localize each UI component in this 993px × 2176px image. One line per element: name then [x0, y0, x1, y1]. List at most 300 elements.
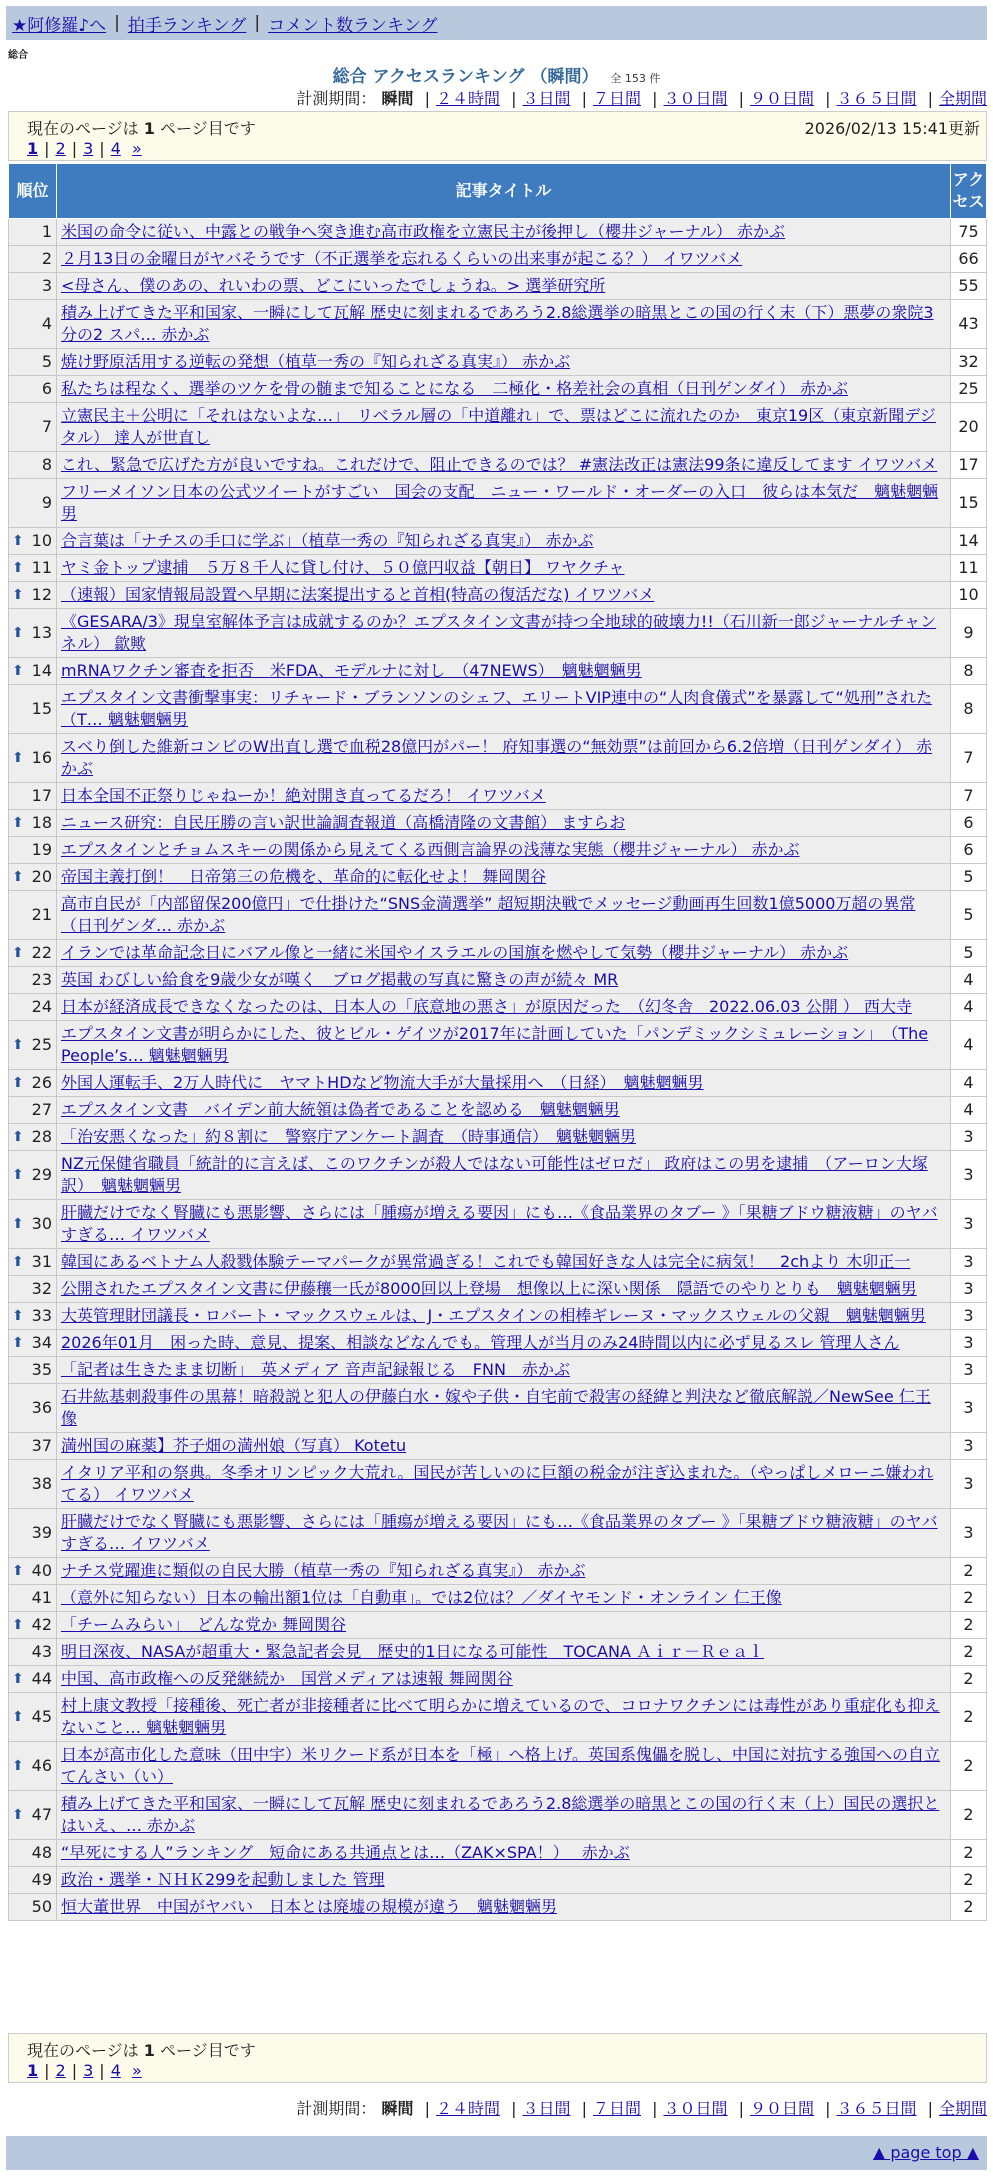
- table-row: [9, 994, 987, 1021]
- rank-number: 45: [31, 1707, 52, 1726]
- table-row: [9, 1693, 987, 1742]
- rank-number: 44: [31, 1669, 52, 1688]
- table-row: [9, 582, 987, 609]
- rank-number: 19: [31, 840, 52, 859]
- rank-cell: [9, 1509, 57, 1558]
- current-page-text: 現在のページは 1 ページ目です: [27, 2041, 256, 2060]
- table-row: [9, 891, 987, 940]
- rank-cell: [9, 1357, 57, 1384]
- nav-separator: |: [254, 13, 261, 33]
- title-cell: [57, 1124, 951, 1151]
- title-cell: [57, 1200, 951, 1249]
- article-link[interactable]: 合言葉は「ナチスの手口に学ぶ」（植草一秀の『知られざる真実』） 赤かぶ: [61, 531, 594, 550]
- access-count: 3: [951, 1249, 987, 1276]
- article-link[interactable]: 村上康文教授「接種後、死亡者が非接種者に比べて明らかに増えているので、コロナワクチンには毒性があり重症化も抑えないこと… 魑魅魍魎男: [61, 1696, 940, 1737]
- page-next-link[interactable]: »: [131, 2061, 142, 2080]
- access-count: 2: [951, 1558, 987, 1585]
- access-count: 2: [951, 1791, 987, 1840]
- rank-number: 35: [31, 1360, 52, 1379]
- rank-number: 38: [31, 1474, 52, 1493]
- rank-cell: [9, 1384, 57, 1433]
- table-row: [9, 685, 987, 734]
- access-count: 3: [951, 1384, 987, 1433]
- access-count: 3: [951, 1151, 987, 1200]
- rank-up-arrow-icon: ⬆: [12, 1807, 24, 1823]
- article-link[interactable]: （速報）国家情報局設置へ早期に法案提出すると首相(特高の復活だな) イワツバメ: [61, 585, 655, 604]
- rank-cell: [9, 1558, 57, 1585]
- page-link-1[interactable]: 1: [27, 2061, 39, 2080]
- access-count: 3: [951, 1433, 987, 1460]
- current-page-text: 現在のページは 1 ページ目です: [27, 119, 256, 138]
- rank-cell: [9, 1666, 57, 1693]
- rank-cell: [9, 864, 57, 891]
- article-link[interactable]: 立憲民主＋公明に「それはないよな…」 リベラル層の「中道離れ」で、票はどこに流れたのか 東京19区（東京新聞デジタル） 達人が世直し: [61, 406, 936, 447]
- article-link[interactable]: エプスタイン文書が明らかにした、彼とビル・ゲイツが2017年に計画していた「パンデミックシミュレーション」 （The People’s… 魑魅魍魎男: [61, 1024, 929, 1065]
- rank-up-arrow-icon: ⬆: [12, 1254, 24, 1270]
- access-count: 32: [951, 349, 987, 376]
- page-link-4[interactable]: 4: [110, 139, 121, 158]
- rank-cell: [9, 1894, 57, 1921]
- rank-cell: [9, 1840, 57, 1867]
- rank-cell: [9, 1433, 57, 1460]
- article-link[interactable]: 「チームみらい」 どんな党か 舞岡関谷: [61, 1615, 347, 1634]
- title-cell: [57, 349, 951, 376]
- period-link-365d[interactable]: ３６５日間: [836, 2099, 917, 2118]
- rank-number: 13: [31, 623, 52, 642]
- period-link-24h[interactable]: ２４時間: [435, 2099, 500, 2118]
- home-link[interactable]: ★阿修羅♪へ: [12, 15, 107, 36]
- title-cell: [57, 1791, 951, 1840]
- table-row: [9, 1021, 987, 1070]
- rank-number: 1: [41, 222, 52, 241]
- article-link[interactable]: 米国の命令に従い、中露との戦争へ突き進む高市政権を立憲民主が後押し（櫻井ジャーナル） 赤かぶ: [61, 222, 785, 241]
- title-cell: [57, 609, 951, 658]
- rank-cell: [9, 967, 57, 994]
- table-row: [9, 1249, 987, 1276]
- table-row: [9, 658, 987, 685]
- rank-cell: [9, 528, 57, 555]
- page-top-link[interactable]: ▲ page top ▲: [872, 2143, 979, 2162]
- access-count: 3: [951, 1357, 987, 1384]
- rank-cell: [9, 246, 57, 273]
- rank-cell: [9, 1612, 57, 1639]
- table-row: [9, 864, 987, 891]
- rank-cell: [9, 891, 57, 940]
- comment-ranking-link[interactable]: コメント数ランキング: [268, 15, 438, 36]
- access-count: 3: [951, 1509, 987, 1558]
- nav-separator: |: [114, 13, 120, 33]
- article-link[interactable]: 「記者は生きたまま切断」 英メディア 音声記録報じる FNN 赤かぶ: [61, 1360, 570, 1379]
- title-cell: [57, 1433, 951, 1460]
- table-row: [9, 734, 987, 783]
- rank-number: 39: [31, 1523, 52, 1542]
- rank-number: 10: [31, 531, 52, 550]
- title-cell: [57, 810, 951, 837]
- period-link-365d[interactable]: ３６５日間: [836, 89, 917, 108]
- access-count: 11: [951, 555, 987, 582]
- title-cell: [57, 1742, 951, 1791]
- title-cell: [57, 940, 951, 967]
- title-cell: [57, 1585, 951, 1612]
- access-count: 3: [951, 1303, 987, 1330]
- table-row: [9, 300, 987, 349]
- rank-cell: [9, 810, 57, 837]
- article-link[interactable]: 《GESARA/3》現皇室解体予言は成就するのか？エプスタイン文書が持つ全地球的破壊力!!（石川新一郎ジャーナルチャンネル） 歙歟: [61, 612, 937, 653]
- article-link[interactable]: 大英管理財団議長・ロバート・マックスウェルは、J・エプスタインの相棒ギレーヌ・マックスウェルの父親 魑魅魍魎男: [61, 1306, 926, 1325]
- access-count: 25: [951, 376, 987, 403]
- article-link[interactable]: 石井紘基刺殺事件の黒幕！暗殺説と犯人の伊藤白水・嫁や子供・自宅前で殺害の経緯と判決など徹底解説／NewSee 仁王像: [61, 1387, 931, 1428]
- rank-cell: [9, 479, 57, 528]
- title-cell: [57, 1276, 951, 1303]
- access-count: 14: [951, 528, 987, 555]
- rank-up-arrow-icon: ⬆: [12, 533, 24, 549]
- rank-cell: [9, 1639, 57, 1666]
- rank-number: 20: [31, 867, 52, 886]
- title-cell: [57, 300, 951, 349]
- table-row: [9, 479, 987, 528]
- table-row: [9, 1867, 987, 1894]
- title-cell: [57, 403, 951, 452]
- rank-number: 26: [31, 1073, 52, 1092]
- rank-number: 25: [31, 1035, 52, 1054]
- table-row: [9, 1585, 987, 1612]
- access-count: 55: [951, 273, 987, 300]
- rank-up-arrow-icon: ⬆: [12, 1758, 24, 1774]
- pager-top: [8, 111, 987, 161]
- rank-cell: [9, 609, 57, 658]
- title-cell: [57, 1894, 951, 1921]
- article-link[interactable]: 英国 わびしい給食を9歳少女が嘆く ブログ掲載の写真に驚きの声が続々 MR: [61, 970, 619, 989]
- article-link[interactable]: 肝臓だけでなく腎臓にも悪影響、さらには「腫瘍が増える要因」にも…《食品業界のタブー 》「果糖ブドウ糖液糖」のヤバすぎる… イワツバメ: [61, 1203, 938, 1244]
- rank-up-arrow-icon: ⬆: [12, 1167, 24, 1183]
- table-row: [9, 1742, 987, 1791]
- page-link-2[interactable]: 2: [55, 2061, 66, 2080]
- article-link[interactable]: ナチス党躍進に類似の自民大勝（植草一秀の『知られざる真実』） 赤かぶ: [61, 1561, 586, 1580]
- bottom-bar: [6, 2136, 987, 2170]
- title-cell: [57, 273, 951, 300]
- rank-number: 21: [31, 905, 52, 924]
- article-link[interactable]: 日本全国不正祭りじゃねーか！絶対開き直ってるだろ！ イワツバメ: [61, 786, 546, 805]
- article-link[interactable]: 恒大董世界 中国がヤバい 日本とは廃墟の規模が違う 魑魅魍魎男: [61, 1897, 558, 1916]
- rank-number: 3: [41, 276, 52, 295]
- rank-number: 2: [41, 249, 52, 268]
- title-cell: [57, 555, 951, 582]
- ranking-body: [9, 219, 987, 1921]
- page-link-2[interactable]: 2: [55, 139, 66, 158]
- table-row: [9, 1151, 987, 1200]
- period-current: 瞬間: [381, 89, 414, 108]
- rank-number: 42: [31, 1615, 52, 1634]
- title-cell: [57, 864, 951, 891]
- period-link-3d[interactable]: ３日間: [522, 89, 571, 108]
- access-count: 75: [951, 219, 987, 246]
- title-cell: [57, 1357, 951, 1384]
- title-cell: [57, 1384, 951, 1433]
- article-link[interactable]: 満州国の麻薬】芥子畑の満州娘（写真） Kotetu: [61, 1436, 407, 1455]
- table-row: [9, 1303, 987, 1330]
- rank-up-arrow-icon: ⬆: [12, 1129, 24, 1145]
- rank-cell: [9, 1097, 57, 1124]
- period-link-24h[interactable]: ２４時間: [435, 89, 500, 108]
- table-row: [9, 1460, 987, 1509]
- rank-up-arrow-icon: ⬆: [12, 1709, 24, 1725]
- rank-number: 11: [31, 558, 52, 577]
- rank-cell: [9, 1867, 57, 1894]
- article-link[interactable]: 帝国主義打倒！ 日帝第三の危機を、革命的に転化せよ！ 舞岡関谷: [61, 867, 547, 886]
- table-row: [9, 349, 987, 376]
- period-link-30d[interactable]: ３０日間: [663, 89, 728, 108]
- article-link[interactable]: スベり倒した維新コンビのW出直し選で血税28億円がパー！ 府知事選の“無効票”は前回から6.2倍増（日刊ゲンダイ） 赤かぶ: [61, 737, 933, 778]
- table-row: [9, 1791, 987, 1840]
- rank-up-arrow-icon: ⬆: [12, 945, 24, 961]
- rank-cell: [9, 685, 57, 734]
- period-link-30d[interactable]: ３０日間: [663, 2099, 728, 2118]
- article-link[interactable]: 韓国にあるベトナム人殺戮体験テーマパークが異常過ぎる！これでも韓国好きな人は完全に病気！ 2chより 木卯正一: [61, 1252, 911, 1271]
- article-link[interactable]: 「治安悪くなった」約８割に 警察庁アンケート調査 （時事通信） 魑魅魍魎男: [61, 1127, 637, 1146]
- article-link[interactable]: イタリア平和の祭典。冬季オリンピック大荒れ。国民が苦しいのに巨額の税金が注ぎ込まれた。（やっぱしメローニ嫌われてる） イワツバメ: [61, 1463, 934, 1504]
- rank-number: 27: [31, 1100, 52, 1119]
- page-link-1[interactable]: 1: [27, 139, 39, 158]
- access-count: 5: [951, 940, 987, 967]
- title-cell: [57, 967, 951, 994]
- access-count: 2: [951, 1742, 987, 1791]
- table-row: [9, 403, 987, 452]
- header-rank: 順位: [9, 164, 57, 219]
- rank-number: 8: [41, 455, 52, 474]
- rank-number: 48: [31, 1843, 52, 1862]
- table-header-row: [9, 164, 987, 219]
- rank-number: 6: [41, 379, 52, 398]
- rank-cell: [9, 300, 57, 349]
- article-link[interactable]: 明日深夜、NASAが超重大・緊急記者会見 歴史的1日になる可能性 TOCANA Ａｉｒ－Ｒｅａｌ: [61, 1642, 764, 1661]
- article-link[interactable]: ２月13日の金曜日がヤバそうです（不正選挙を忘れるくらいの出来事が起こる？） イワツバメ: [61, 249, 743, 268]
- rank-cell: [9, 555, 57, 582]
- article-link[interactable]: 政治・選挙・ＮＨＫ299を起動しました 管理: [61, 1870, 385, 1889]
- period-current: 瞬間: [381, 2099, 414, 2118]
- table-row: [9, 1509, 987, 1558]
- rank-cell: [9, 1021, 57, 1070]
- rank-number: 15: [31, 699, 52, 718]
- article-link[interactable]: 肝臓だけでなく腎臓にも悪影響、さらには「腫瘍が増える要因」にも…《食品業界のタブー 》「果糖ブドウ糖液糖」のヤバすぎる… イワツバメ: [61, 1512, 938, 1553]
- table-row: [9, 528, 987, 555]
- article-link[interactable]: フリーメイソン日本の公式ツイートがすごい 国会の支配 ニュー・ワールド・オーダーの入口 彼らは本気だ 魑魅魍魎男: [61, 482, 939, 523]
- access-count: 3: [951, 1330, 987, 1357]
- article-link[interactable]: 私たちは程なく、選挙のツケを骨の髄まで知ることになる 二極化・格差社会の真相（日刊ゲンダイ） 赤かぶ: [61, 379, 849, 398]
- rank-cell: [9, 1151, 57, 1200]
- access-count: 10: [951, 582, 987, 609]
- title-cell: [57, 1330, 951, 1357]
- rank-cell: [9, 1200, 57, 1249]
- rank-number: 29: [31, 1165, 52, 1184]
- article-link[interactable]: 2026年01月 困った時、意見、提案、相談などなんでも。管理人が当月のみ24時間以内に必ず見るスレ 管理人さん: [61, 1333, 900, 1352]
- rank-number: 37: [31, 1436, 52, 1455]
- title-cell: [57, 1303, 951, 1330]
- access-count: 2: [951, 1666, 987, 1693]
- article-link[interactable]: ヤミ金トップ逮捕 ５万８千人に貸し付け、５０億円収益【朝日】 ワヤクチャ: [61, 558, 625, 577]
- table-row: [9, 1666, 987, 1693]
- access-count: 20: [951, 403, 987, 452]
- rank-up-arrow-icon: ⬆: [12, 663, 24, 679]
- article-link[interactable]: 焼け野原活用する逆転の発想（植草一秀の『知られざる真実』） 赤かぶ: [61, 352, 571, 371]
- title-cell: [57, 685, 951, 734]
- access-count: 5: [951, 891, 987, 940]
- rank-cell: [9, 837, 57, 864]
- table-row: [9, 246, 987, 273]
- rank-number: 40: [31, 1561, 52, 1580]
- rank-cell: [9, 1124, 57, 1151]
- title-cell: [57, 1460, 951, 1509]
- article-link[interactable]: ニュース研究：自民圧勝の言い訳世論調査報道（高橋清隆の文書館） ますらお: [61, 813, 626, 832]
- article-link[interactable]: 積み上げてきた平和国家、一瞬にして瓦解 歴史に刻まれるであろう2.8総選挙の暗黒とこの国の行く末（下）悪夢の衆院3分の2 スパ… 赤かぶ: [61, 303, 934, 344]
- access-count: 6: [951, 837, 987, 864]
- title-cell: [57, 1639, 951, 1666]
- table-row: [9, 1097, 987, 1124]
- rank-number: 4: [41, 314, 52, 333]
- rank-up-arrow-icon: ⬆: [12, 1617, 24, 1633]
- rank-number: 47: [31, 1805, 52, 1824]
- table-row: [9, 1070, 987, 1097]
- period-label: 計測期間：: [296, 2099, 377, 2118]
- period-link-all[interactable]: 全期間: [938, 89, 987, 108]
- table-row: [9, 940, 987, 967]
- rank-cell: [9, 273, 57, 300]
- page-next-link[interactable]: »: [131, 139, 142, 158]
- article-link[interactable]: 公開されたエプスタイン文書に伊藤穰一氏が8000回以上登場 想像以上に深い関係 隠語でのやりとりも 魑魅魍魎男: [61, 1279, 917, 1298]
- period-link-7d[interactable]: ７日間: [592, 89, 641, 108]
- page-link-3[interactable]: 3: [83, 2061, 94, 2080]
- clap-ranking-link[interactable]: 拍手ランキング: [127, 15, 247, 36]
- title-cell: [57, 1840, 951, 1867]
- article-link[interactable]: NZ元保健省職員「統計的に言えば、このワクチンが殺人ではない可能性はゼロだ」 政府はこの男を逮捕 （アーロン大塚訳） 魑魅魍魎男: [61, 1154, 928, 1195]
- pagination: 1 | 2 | 3 | 4 »: [27, 2061, 142, 2080]
- access-count: 2: [951, 1867, 987, 1894]
- article-link[interactable]: mRNAワクチン審査を拒否 米FDA、モデルナに対し （47NEWS） 魑魅魍魎男: [61, 661, 642, 680]
- article-link[interactable]: 中国、高市政権への反発継続か 国営メディアは速報 舞岡関谷: [61, 1669, 513, 1688]
- table-row: [9, 837, 987, 864]
- title-cell: [57, 1558, 951, 1585]
- article-link[interactable]: 日本が経済成長できなくなったのは、日本人の「底意地の悪さ」が原因だった （幻冬舎 2022.06.03 公開 ） 西大寺: [61, 997, 912, 1016]
- rank-up-arrow-icon: ⬆: [12, 1308, 24, 1324]
- period-link-3d[interactable]: ３日間: [522, 2099, 571, 2118]
- article-link[interactable]: 積み上げてきた平和国家、一瞬にして瓦解 歴史に刻まれるであろう2.8総選挙の暗黒とこの国の行く末（上）国民の選択とはいえ、… 赤かぶ: [61, 1794, 940, 1835]
- article-link[interactable]: 日本が高市化した意味（田中宇）米リクード系が日本を「極」へ格上げ。英国系傀儡を脱し、中国に対抗する強国への自立てんさい（い）: [61, 1745, 941, 1786]
- rank-cell: [9, 1330, 57, 1357]
- table-row: [9, 609, 987, 658]
- rank-number: 24: [31, 997, 52, 1016]
- article-link[interactable]: イランでは革命記念日にバアル像と一緒に米国やイスラエルの国旗を燃やして気勢（櫻井ジャーナル） 赤かぶ: [61, 943, 849, 962]
- top-nav-bar: [6, 6, 987, 40]
- rank-cell: [9, 1303, 57, 1330]
- table-row: [9, 1200, 987, 1249]
- rank-cell: [9, 1742, 57, 1791]
- access-count: 3: [951, 1460, 987, 1509]
- access-count: 3: [951, 1276, 987, 1303]
- rank-number: 34: [31, 1333, 52, 1352]
- article-link[interactable]: “早死にする人”ランキング 短命にある共通点とは…（ZAK×SPA！） 赤かぶ: [61, 1843, 630, 1862]
- access-count: 17: [951, 452, 987, 479]
- rank-up-arrow-icon: ⬆: [12, 560, 24, 576]
- rank-number: 30: [31, 1214, 52, 1233]
- access-count: 4: [951, 967, 987, 994]
- rank-cell: [9, 734, 57, 783]
- access-count: 9: [951, 609, 987, 658]
- rank-cell: [9, 783, 57, 810]
- period-link-90d[interactable]: ９０日間: [749, 89, 814, 108]
- rank-number: 9: [41, 493, 52, 512]
- article-link[interactable]: <母さん、僕のあの、れいわの票、どこにいったでしょうね。> 選挙研究所: [61, 276, 606, 295]
- period-link-all[interactable]: 全期間: [938, 2099, 987, 2118]
- access-count: 4: [951, 1021, 987, 1070]
- table-row: [9, 273, 987, 300]
- title-cell: [57, 1070, 951, 1097]
- title-cell: [57, 1612, 951, 1639]
- pager-bottom: [8, 2033, 987, 2083]
- rank-number: 18: [31, 813, 52, 832]
- page-link-4[interactable]: 4: [110, 2061, 121, 2080]
- access-count: 7: [951, 783, 987, 810]
- table-row: [9, 1558, 987, 1585]
- rank-cell: [9, 1693, 57, 1742]
- title-cell: [57, 837, 951, 864]
- table-row: [9, 1330, 987, 1357]
- rank-cell: [9, 994, 57, 1021]
- rank-cell: [9, 1585, 57, 1612]
- access-count: 2: [951, 1612, 987, 1639]
- article-link[interactable]: これ、緊急で広げた方が良いですね。これだけで、阻止できるのでは？ #憲法改正は憲法99条に違反してます イワツバメ: [61, 455, 938, 474]
- table-row: [9, 783, 987, 810]
- rank-number: 16: [31, 748, 52, 767]
- article-link[interactable]: 高市自民が「内部留保200億円」で仕掛けた“SNS金満選挙” 超短期決戦でメッセージ動画再生回数1億5000万超の異常（日刊ゲンダ… 赤かぶ: [61, 894, 916, 935]
- pagination: 1 | 2 | 3 | 4 »: [27, 139, 142, 158]
- rank-up-arrow-icon: ⬆: [12, 750, 24, 766]
- article-link[interactable]: 外国人運転手、2万人時代に ヤマトHDなど物流大手が大量採用へ （日経） 魑魅魍魎男: [61, 1073, 704, 1092]
- rank-number: 23: [31, 970, 52, 989]
- rank-number: 17: [31, 786, 52, 805]
- rank-number: 7: [41, 417, 52, 436]
- table-row: [9, 1276, 987, 1303]
- rank-up-arrow-icon: ⬆: [12, 815, 24, 831]
- period-link-90d[interactable]: ９０日間: [749, 2099, 814, 2118]
- title-cell: [57, 1509, 951, 1558]
- access-count: 2: [951, 1840, 987, 1867]
- article-link[interactable]: エプスタインとチョムスキーの関係から見えてくる西側言論界の浅薄な実態（櫻井ジャーナル） 赤かぶ: [61, 840, 800, 859]
- access-count: 4: [951, 1097, 987, 1124]
- article-link[interactable]: （意外に知らない）日本の輸出額1位は「自動車」。では2位は？／ダイヤモンド・オンライン 仁王像: [61, 1588, 782, 1607]
- title-cell: [57, 734, 951, 783]
- updated-timestamp: 2026/02/13 15:41更新: [804, 119, 980, 138]
- access-count: 5: [951, 864, 987, 891]
- rank-cell: [9, 1276, 57, 1303]
- title-cell: [57, 1097, 951, 1124]
- rank-up-arrow-icon: ⬆: [12, 625, 24, 641]
- article-link[interactable]: エプスタイン文書衝撃事実：リチャード・ブランソンのシェフ、エリートVIP連中の“人肉食儀式”を暴露して“処刑”された（T… 魑魅魍魎男: [61, 688, 933, 729]
- period-link-7d[interactable]: ７日間: [592, 2099, 641, 2118]
- page-link-3[interactable]: 3: [83, 139, 94, 158]
- title-cell: [57, 1249, 951, 1276]
- title-cell: [57, 891, 951, 940]
- header-title: 記事タイトル: [57, 164, 951, 219]
- period-label: 計測期間：: [296, 89, 377, 108]
- title-cell: [57, 479, 951, 528]
- rank-cell: [9, 1460, 57, 1509]
- rank-number: 46: [31, 1756, 52, 1775]
- rank-number: 43: [31, 1642, 52, 1661]
- access-count: 8: [951, 658, 987, 685]
- rank-cell: [9, 658, 57, 685]
- title-cell: [57, 246, 951, 273]
- rank-up-arrow-icon: ⬆: [12, 869, 24, 885]
- article-link[interactable]: エプスタイン文書 バイデン前大統領は偽者であることを認める 魑魅魍魎男: [61, 1100, 620, 1119]
